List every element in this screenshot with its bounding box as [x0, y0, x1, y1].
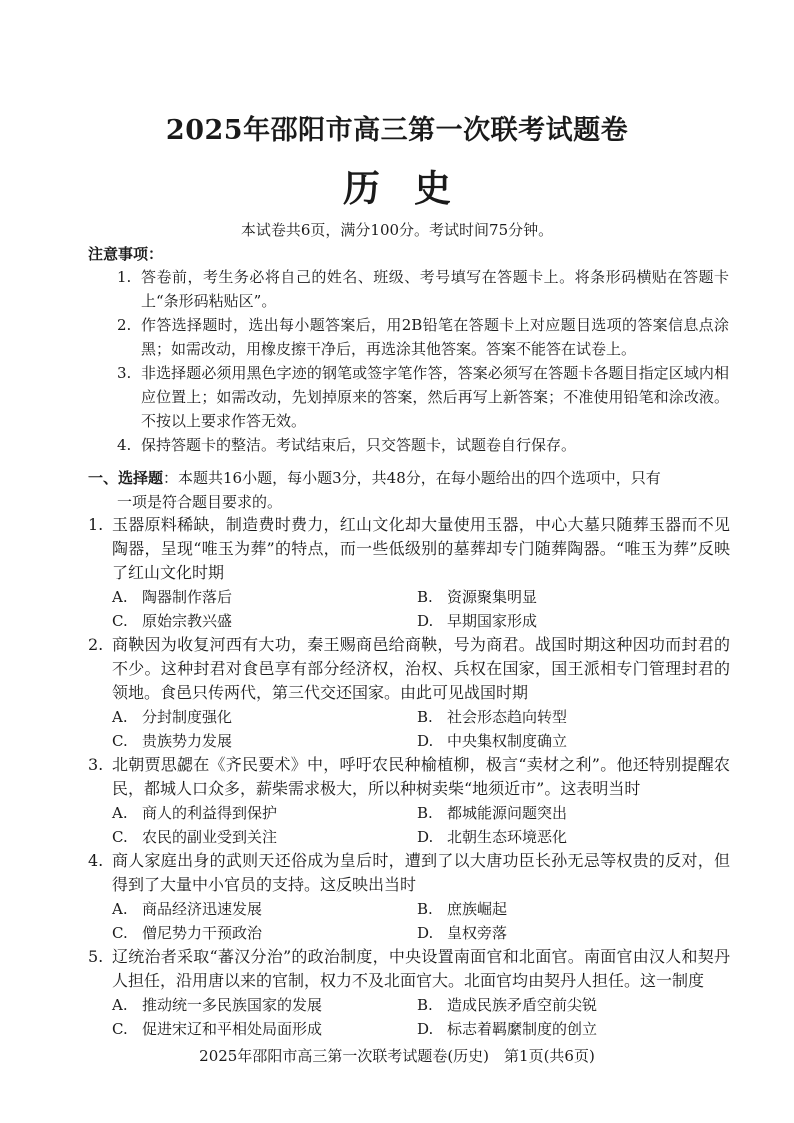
section-heading [88, 466, 730, 514]
option-a [112, 897, 417, 921]
question-text: 商鞅因为收复河西有大功，秦王赐商邑给商鞅，号为商君。战国时期这种因功而封君的不少。这种封君对食邑享有部分经济权，治权、兵权在国家，国王派相专门管理封君的领地。食邑只传两代，第三代交还国家。由此可见战国时期 [112, 635, 730, 702]
option-letter: A. [112, 588, 128, 606]
option-a [112, 993, 417, 1017]
notice-heading: 注意事项： [88, 245, 164, 263]
question-number: 5. [88, 947, 104, 966]
notice-item-number: 2. [117, 316, 132, 334]
option-c [112, 921, 417, 945]
option-d [417, 729, 722, 753]
option-text: 农民的副业受到关注 [142, 828, 278, 846]
notice-item [117, 313, 729, 361]
question-stem [88, 945, 730, 993]
question-2 [88, 633, 730, 753]
question-text: 商人家庭出身的武则天还俗成为皇后时，遭到了以大唐功臣长孙无忌等权贵的反对，但得到了大量中小官员的支持。这反映出当时 [112, 851, 730, 894]
question-stem [88, 513, 730, 585]
option-letter: B. [417, 804, 433, 822]
section-description: ：本题共16小题，每小题3分，共48分，在每小题给出的四个选项中，只有 [163, 469, 661, 487]
option-c [112, 609, 417, 633]
option-b [417, 705, 722, 729]
option-group [88, 705, 730, 753]
question-stem [88, 849, 730, 897]
option-text: 造成民族矛盾空前尖锐 [447, 996, 598, 1014]
option-a [112, 585, 417, 609]
option-letter: B. [417, 996, 433, 1014]
section-intro-line [88, 466, 730, 490]
question-4 [88, 849, 730, 945]
question-1 [88, 513, 730, 633]
option-a [112, 801, 417, 825]
option-letter: D. [417, 924, 434, 942]
option-text: 分封制度强化 [142, 708, 233, 726]
exam-title: 2025年邵阳市高三第一次联考试题卷 [165, 115, 629, 146]
option-text: 陶器制作落后 [142, 588, 233, 606]
option-d [417, 1017, 722, 1041]
option-c [112, 825, 417, 849]
option-d [417, 825, 722, 849]
notice-item [117, 265, 729, 313]
option-letter: D. [417, 828, 434, 846]
option-text: 北朝生态环境恶化 [447, 828, 568, 846]
notice-item-text: 保持答题卡的整洁。考试结束后，只交答题卡，试题卷自行保存。 [141, 436, 577, 454]
notice-list [117, 265, 729, 457]
question-3 [88, 753, 730, 849]
option-text: 推动统一多民族国家的发展 [142, 996, 323, 1014]
option-group [88, 585, 730, 633]
notice-item [117, 433, 729, 457]
section-description-cont: 一项是符合题目要求的。 [117, 493, 283, 511]
section-label: 一、选择题 [88, 469, 164, 487]
subject-title: 历史 [343, 166, 485, 210]
question-number: 2. [88, 635, 104, 654]
question-text: 辽统治者采取“蕃汉分治”的政治制度，中央设置南面官和北面官。南面官由汉人和契丹人担任，沿用唐以来的官制，权力不及北面官大。北面官均由契丹人担任。这一制度 [112, 947, 730, 990]
option-c [112, 1017, 417, 1041]
option-text: 僧尼势力干预政治 [142, 924, 263, 942]
option-letter: A. [112, 804, 128, 822]
option-text: 资源聚集明显 [447, 588, 538, 606]
question-stem [88, 633, 730, 705]
option-letter: C. [112, 612, 128, 630]
question-5 [88, 945, 730, 1041]
option-text: 皇权旁落 [447, 924, 508, 942]
option-text: 商人的利益得到保护 [142, 804, 278, 822]
option-text: 社会形态趋向转型 [447, 708, 568, 726]
question-number: 3. [88, 755, 104, 774]
option-c [112, 729, 417, 753]
question-number: 1. [88, 515, 104, 534]
option-text: 原始宗教兴盛 [142, 612, 233, 630]
option-letter: A. [112, 708, 128, 726]
question-number: 4. [88, 851, 104, 870]
exam-info: 本试卷共6页，满分100分。考试时间75分钟。 [240, 221, 554, 239]
notice-item-text: 作答选择题时，选出每小题答案后，用2B铅笔在答题卡上对应题目选项的答案信息点涂黑；如需改动，用橡皮擦干净后，再选涂其他答案。答案不能答在试卷上。 [141, 316, 729, 358]
option-letter: C. [112, 924, 128, 942]
option-letter: C. [112, 732, 128, 750]
option-group [88, 897, 730, 945]
option-letter: C. [112, 1020, 128, 1038]
option-letter: D. [417, 612, 434, 630]
option-b [417, 897, 722, 921]
option-text: 早期国家形成 [447, 612, 538, 630]
question-text: 玉器原料稀缺，制造费时费力，红山文化却大量使用玉器，中心大墓只随葬玉器而不见陶器，呈现“唯玉为葬”的特点，而一些低级别的墓葬却专门随葬陶器。“唯玉为葬”反映了红山文化时期 [112, 515, 730, 582]
option-letter: D. [417, 1020, 434, 1038]
option-letter: B. [417, 588, 433, 606]
option-group [88, 993, 730, 1041]
notice-item-number: 4. [117, 436, 132, 454]
option-letter: A. [112, 996, 128, 1014]
option-text: 标志着羁縻制度的创立 [447, 1020, 598, 1038]
option-letter: B. [417, 708, 433, 726]
option-text: 中央集权制度确立 [447, 732, 568, 750]
option-group [88, 801, 730, 849]
option-b [417, 801, 722, 825]
notice-item-number: 1. [117, 268, 132, 286]
notice-item-text: 答卷前，考生务必将自己的姓名、班级、考号填写在答题卡上。将条形码横贴在答题卡上“条形码粘贴区”。 [141, 268, 729, 310]
page-footer: 2025年邵阳市高三第一次联考试题卷(历史) 第1页(共6页) [199, 1047, 595, 1065]
notice-item-text: 非选择题必须用黑色字迹的钢笔或签字笔作答，答案必须写在答题卡各题目指定区域内相应位置上；如需改动，先划掉原来的答案，然后再写上新答案；不准使用铅笔和涂改液。不按以上要求作答无效。 [141, 364, 729, 430]
option-letter: B. [417, 900, 433, 918]
question-list [88, 513, 730, 1041]
notice-item [117, 361, 729, 433]
option-text: 促进宋辽和平相处局面形成 [142, 1020, 323, 1038]
option-letter: C. [112, 828, 128, 846]
option-text: 贵族势力发展 [142, 732, 233, 750]
question-stem [88, 753, 730, 801]
option-b [417, 993, 722, 1017]
option-d [417, 921, 722, 945]
option-a [112, 705, 417, 729]
option-text: 商品经济迅速发展 [142, 900, 263, 918]
option-letter: D. [417, 732, 434, 750]
question-text: 北朝贾思勰在《齐民要术》中，呼吁农民种榆植柳，极言“卖材之利”。他还特别提醒农民，都城人口众多，薪柴需求极大，所以种树卖柴“地须近市”。这表明当时 [112, 755, 730, 798]
option-letter: A. [112, 900, 128, 918]
option-b [417, 585, 722, 609]
notice-item-number: 3. [117, 364, 132, 382]
option-d [417, 609, 722, 633]
option-text: 庶族崛起 [447, 900, 508, 918]
option-text: 都城能源问题突出 [447, 804, 568, 822]
